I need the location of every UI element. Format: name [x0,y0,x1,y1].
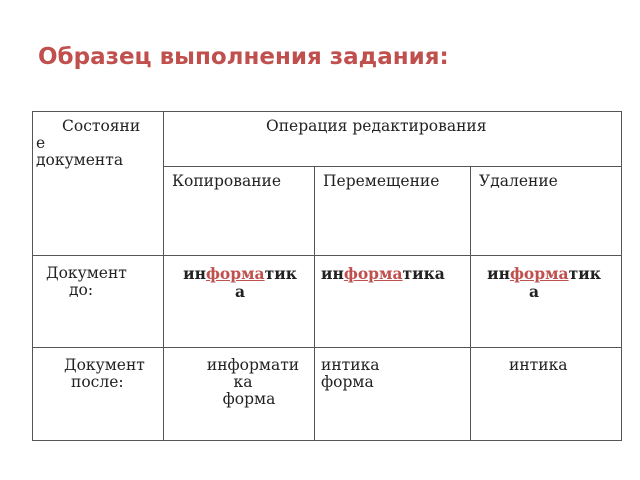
row-label-after [36,357,162,391]
corner-header [36,118,162,169]
word-prefix: ин [487,264,510,283]
cell-after-move-line2: форма [321,373,374,391]
corner-header-line1: Состояни [62,117,141,135]
cell-before-move [321,265,469,283]
table-col-line-1 [163,111,164,441]
row-label-before [36,265,162,299]
word-wrap-tail: а [234,282,246,301]
word-suffix: тик [568,264,601,283]
cell-after-copy-line2: ка [233,373,253,391]
word-prefix: ин [183,264,206,283]
corner-header-line2: е [36,134,46,152]
corner-header-line3: документа [36,151,124,169]
word-suffix: тика [402,264,445,283]
page-title: Образец выполнения задания: [38,44,449,70]
row-label-before-line1: Документ [46,264,127,282]
column-header-delete: Удаление [479,172,558,190]
cell-after-move-line1: интика [321,356,380,374]
cell-after-delete [509,357,617,374]
word-suffix: тик [264,264,297,283]
table-border-left [32,111,33,441]
cell-after-copy-line3: форма [222,390,276,408]
word-wrap-tail: а [528,282,540,301]
table-line-header-sub [163,166,622,167]
column-header-copy: Копирование [172,172,282,190]
table-border-top [32,111,622,112]
row-label-before-line2: до: [69,281,94,299]
cell-after-copy [183,357,323,408]
cell-before-copy [170,265,310,300]
row-label-after-line2: после: [71,373,124,391]
table-border-bottom [32,440,622,441]
group-header: Операция редактирования [266,117,487,135]
cell-after-move [321,357,469,391]
row-label-after-line1: Документ [64,356,145,374]
table-border-right [621,111,622,441]
column-header-move: Перемещение [323,172,440,190]
cell-after-delete-line1: интика [509,356,568,374]
cell-before-delete [474,265,614,300]
table-col-line-3 [470,166,471,441]
highlighted-fragment: форма [343,264,403,283]
highlighted-fragment: форма [509,264,569,283]
table-line-row1 [32,255,622,256]
word-prefix: ин [321,264,344,283]
table-line-row2 [32,347,622,348]
highlighted-fragment: форма [205,264,265,283]
cell-after-copy-line1: информати [206,356,300,374]
